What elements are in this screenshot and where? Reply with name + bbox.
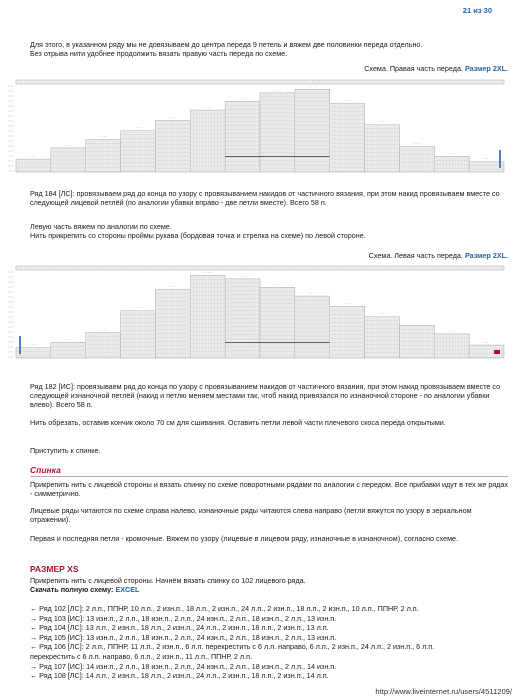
svg-text:· · · ·: · · · · xyxy=(64,143,72,148)
svg-text:· · · ·: · · · · xyxy=(239,96,247,101)
go-back-text: Приступить к спинке. xyxy=(30,446,101,455)
go-back-note xyxy=(30,446,508,455)
row-106-continued: перекрестить с 6 л.п. направо, 6 л.п., 2 изн.п., 11 л.п., ППНР, 2 л.п. xyxy=(30,651,252,661)
svg-text:· · · ·: · · · · xyxy=(483,340,491,345)
row-105: → Ряд 105 [ИС]: 13 изн.п., 2 л.п., 18 изн.п., 2 л.п., 24 изн.п., 2 л.п., 18 изн.п., 2 л.п., 13 изн.п. xyxy=(30,632,337,642)
svg-text:· · · ·: · · · · xyxy=(413,320,421,325)
svg-text:· · · ·: · · · · xyxy=(378,120,386,125)
svg-text:· · · ·: · · · · xyxy=(483,157,491,162)
intro-line-1: Для этого, в указанном ряду мы не довязываем до центра переда 9 петель и вяжем две половинки переда отдельно. xyxy=(30,40,423,49)
section-title-back: Спинка xyxy=(30,465,61,475)
row-107: → Ряд 107 [ИС]: 14 изн.п., 2 л.п., 18 изн.п., 2 л.п., 24 изн.п., 2 л.п., 18 изн.п., 2 л.п., 14 изн.п. xyxy=(30,661,337,671)
cut-note xyxy=(30,418,508,427)
row-184: Ряд 184 [ЛС]: провязываем ряд до конца по узору с провязыванием накидов от частичного вязания, при этом накид провязываем вместе со следующей лицевой петлёй (по аналогии убавки вправо - две петли вместе). Всего 58 п. xyxy=(30,189,500,208)
svg-text:· · · ·: · · · · xyxy=(448,152,456,157)
svg-text:· · · ·: · · · · xyxy=(239,274,247,279)
svg-text:· · · ·: · · · · xyxy=(29,343,37,348)
svg-text:· · · ·: · · · · xyxy=(204,105,212,110)
svg-text:· · · ·: · · · · xyxy=(273,88,281,93)
svg-text:· · · ·: · · · · xyxy=(204,270,212,275)
watermark-url: http://www.liveinternet.ru/users/4511209/ xyxy=(375,687,512,696)
svg-text:· · · ·: · · · · xyxy=(134,306,142,311)
svg-text:· · · ·: · · · · xyxy=(308,84,316,89)
svg-text:· · · ·: · · · · xyxy=(169,115,177,120)
row-103: → Ряд 103 [ИС]: 13 изн.п., 2 л.п., 18 изн.п., 2 л.п., 24 изн.п., 2 л.п., 18 изн.п., 2 л.п., 13 изн.п. xyxy=(30,613,337,623)
row-182-text xyxy=(30,382,508,410)
svg-text:· · · ·: · · · · xyxy=(169,284,177,289)
back-intro xyxy=(30,480,508,498)
svg-text:· · · ·: · · · · xyxy=(134,126,142,131)
svg-text:· · · ·: · · · · xyxy=(29,154,37,159)
svg-text:· · · ·: · · · · xyxy=(413,141,421,146)
edge-note xyxy=(30,534,508,543)
svg-text:· · · ·: · · · · xyxy=(343,301,351,306)
back-intro-text: Прикрепить нить с лицевой стороны и вязать спинку по схеме поворотными рядами по аналогии с передом. Все прибавки идут в тех же рядах - симметрично. xyxy=(30,480,508,499)
row-182: Ряд 182 [ИС]: провязываем ряд до конца по узору с провязыванием накидов от частичного вязания, при этом накид провязываем вместе со следующей изнаночной петлёй (накид и петлю меняем местами так, чтоб накид привязался по изнаночной стороне - по аналогии убавки влево). Всего 58 п. xyxy=(30,382,501,410)
svg-text:· · · ·: · · · · xyxy=(343,98,351,103)
face-rows-note xyxy=(30,506,508,524)
row-184-text xyxy=(30,189,508,207)
intro-line-2: Без отрыва нити удобнее продолжить вязать правую часть переда по схеме. xyxy=(30,49,288,59)
svg-text:· · · ·: · · · · xyxy=(308,291,316,296)
section-divider xyxy=(30,476,508,477)
chart-right-front xyxy=(6,78,514,182)
row-106: ← Ряд 106 [ЛС]: 2 л.п., ППНР, 11 л.п., 2 изн.п., 6 л.п. перекрестить с 6 л.п. направо, 6 л.п., 2 изн.п., 24 л.п., 2 изн.п., 6 л.п. xyxy=(30,642,435,652)
chart-left-front xyxy=(6,264,514,368)
row-102: ← Ряд 102 [ЛС]: 2 л.п., ППНР, 10 л.п., 2 изн.п., 18 л.п., 2 изн.п., 24 л.п., 2 изн.п., 18 л.п., 2 изн.п., 10 л.п., ППНР, 2 л.п. xyxy=(30,604,419,613)
svg-text:· · · ·: · · · · xyxy=(273,282,281,287)
chart-left-size: Размер 2XL. xyxy=(464,251,508,260)
download-excel-link[interactable]: EXCEL xyxy=(115,585,140,595)
left-note xyxy=(30,222,508,240)
left-note-line-2: Нить прикрепить со стороны проймы рукава (бордовая точка и стрелка на схеме) по левой стороне. xyxy=(30,231,366,241)
svg-text:· · · ·: · · · · xyxy=(99,134,107,139)
row-108: ← Ряд 108 [ЛС]: 14 л.п., 2 изн.п., 18 л.п., 2 изн.п., 24 л.п., 2 изн.п., 18 л.п., 2 изн.п., 14 л.п. xyxy=(30,671,329,681)
attach-text: Прикрепить нить с лицевой стороны. Начнём вязать спинку со 102 лицевого ряда. xyxy=(30,576,306,585)
svg-text:· · · ·: · · · · xyxy=(378,312,386,317)
chart-left-title: Схема. Левая часть переда. xyxy=(368,251,463,260)
chart-right-title: Схема. Правая часть переда. xyxy=(364,64,463,73)
left-note-line-1: Левую часть вяжем по аналогии по схеме. xyxy=(30,222,172,231)
chart-left-caption xyxy=(369,251,508,260)
svg-text:· · · ·: · · · · xyxy=(99,327,107,332)
intro-text xyxy=(30,40,508,58)
download-line xyxy=(30,585,508,594)
cut-note-text: Нить обрезать, оставив кончик около 70 см для сшивания. Оставить петли левой части плечевого скоса переда открытыми. xyxy=(30,418,446,427)
chart-right-size: Размер 2XL. xyxy=(464,64,508,73)
chart-right-caption xyxy=(364,64,508,73)
download-label: Скачать полную схему: xyxy=(30,585,114,595)
face-rows-text: Лицевые ряды читаются по схеме справа налево, изнаночные ряды читаются слева направо (петли вяжутся по узору в зеркальном отражении). xyxy=(30,506,472,525)
row-instructions xyxy=(30,604,508,681)
size-xs-title: РАЗМЕР XS xyxy=(30,564,79,574)
chart-left-svg xyxy=(6,264,514,368)
attach-note xyxy=(30,576,508,594)
svg-text:· · · ·: · · · · xyxy=(64,338,72,343)
edge-note-text: Первая и последняя петли - кромочные. Вяжем по узору (лицевые в лицевом ряду, изнаночные в изнаночном), согласно схеме. xyxy=(30,534,459,543)
page-number: 21 из 30 xyxy=(462,6,492,15)
svg-text:· · · ·: · · · · xyxy=(448,329,456,334)
chart-right-svg xyxy=(6,78,514,182)
row-104: ← Ряд 104 [ЛС]: 13 л.п., 2 изн.п., 18 л.п., 2 изн.п., 24 л.п., 2 изн.п., 18 л.п., 2 изн.п., 13 л.п. xyxy=(30,623,329,633)
